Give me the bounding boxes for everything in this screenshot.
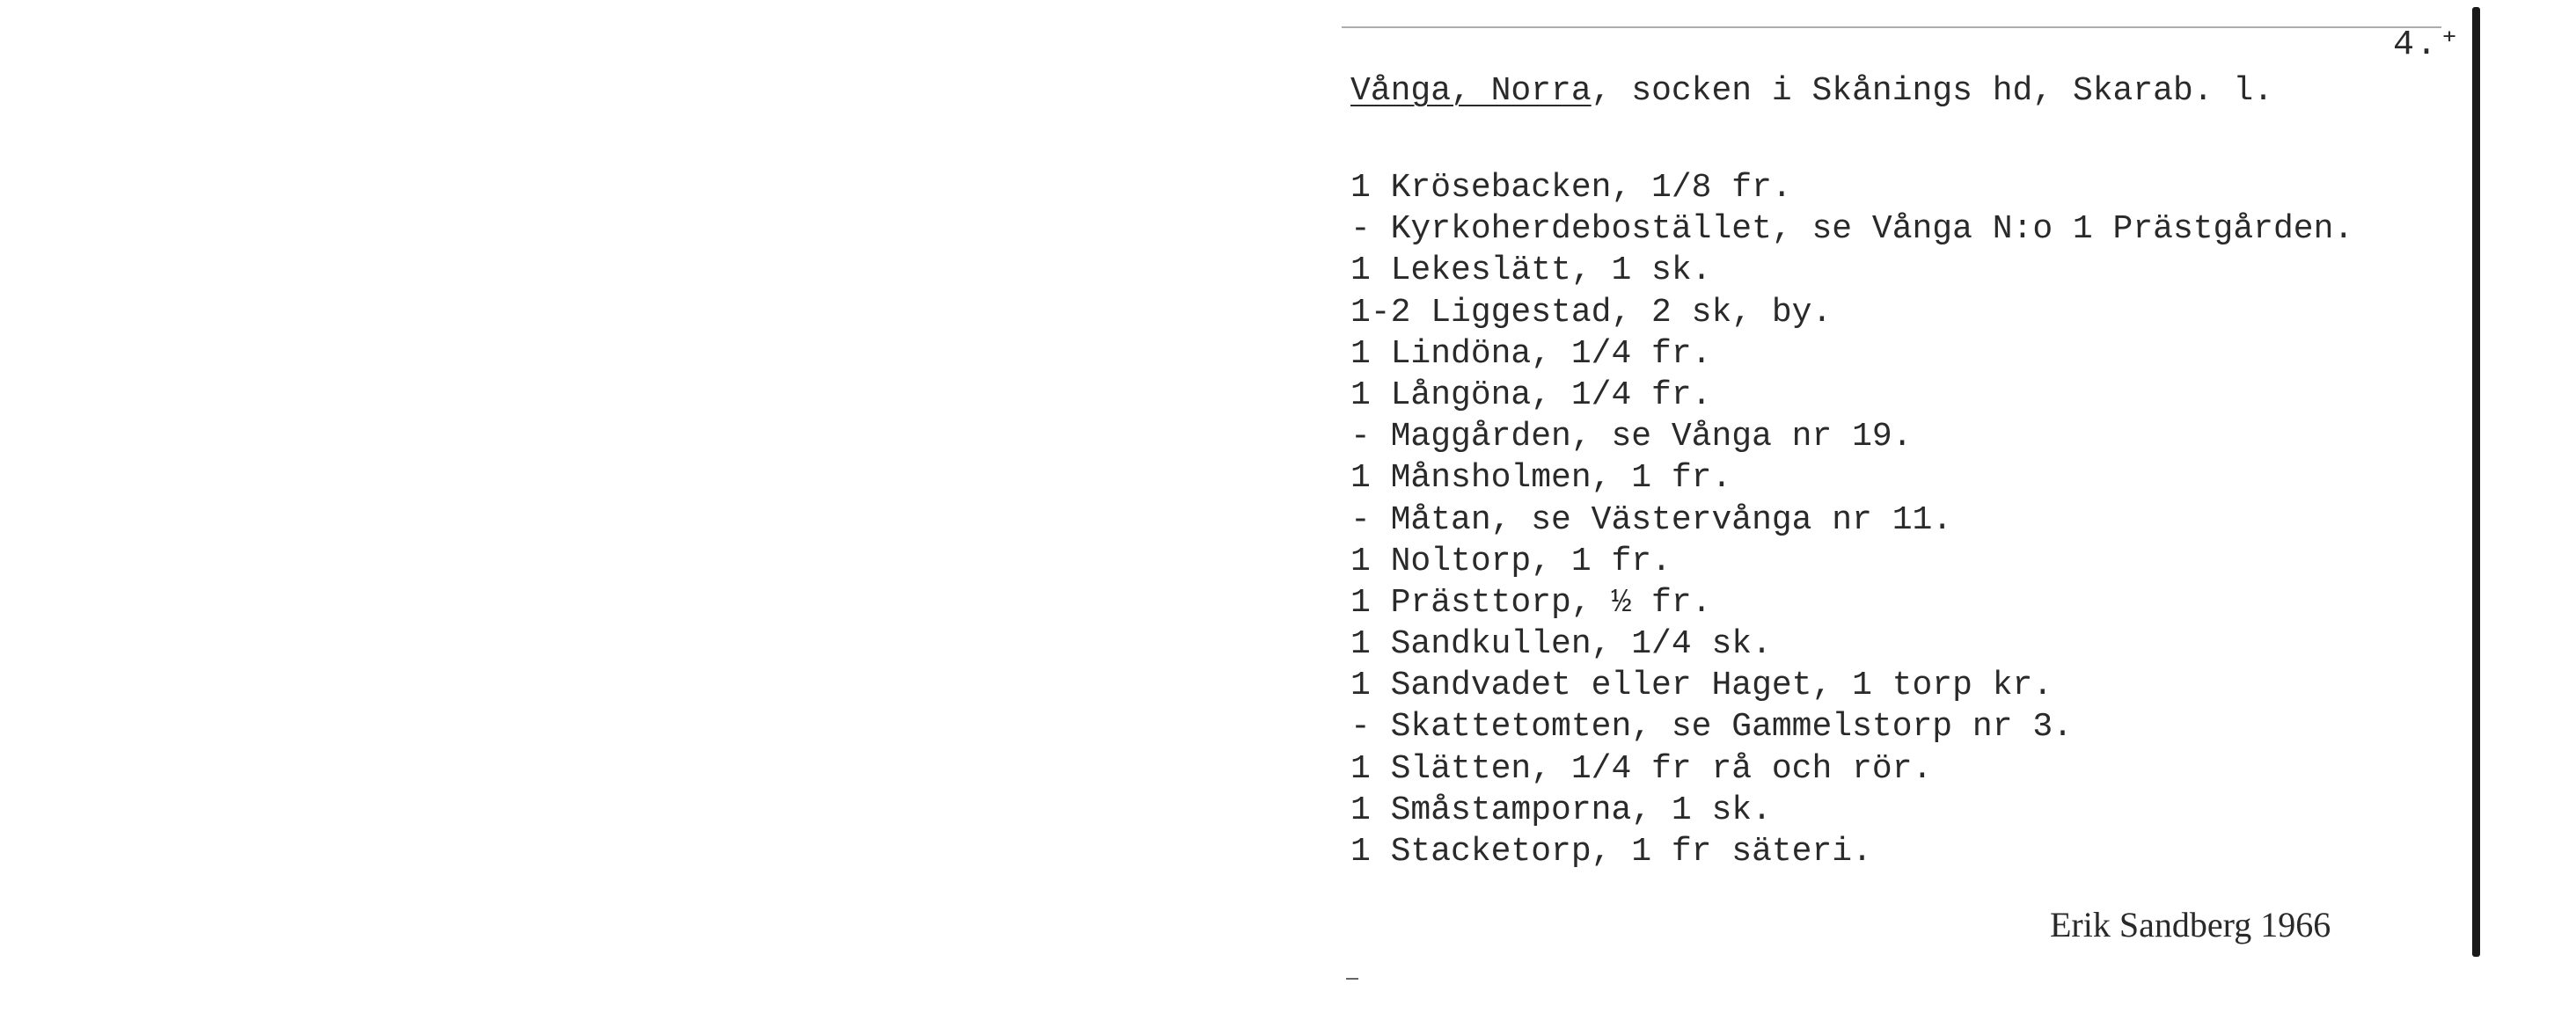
index-card xyxy=(1315,0,2494,976)
card-number: 4.⁺ xyxy=(2393,26,2463,65)
list-item: 1 Småstamporna, 1 sk. xyxy=(1350,791,1772,829)
list-item: - Skattetomten, se Gammelstorp nr 3. xyxy=(1350,708,2073,747)
list-item: 1 Krösebacken, 1/8 fr. xyxy=(1350,169,1792,207)
list-item: - Måtan, se Västervånga nr 11. xyxy=(1350,500,1953,539)
card-right-edge xyxy=(2472,7,2480,957)
parish-name: Vånga, Norra xyxy=(1350,72,1592,110)
card-heading xyxy=(1350,72,2273,110)
entry-list xyxy=(1350,167,2353,872)
bottom-mark xyxy=(1346,978,1358,980)
card-top-rule xyxy=(1342,26,2441,28)
list-item: 1 Stacketorp, 1 fr säteri. xyxy=(1350,833,1872,871)
list-item: 1 Sandkullen, 1/4 sk. xyxy=(1350,625,1772,664)
list-item: 1 Lekeslätt, 1 sk. xyxy=(1350,252,1712,290)
list-item: 1-2 Liggestad, 2 sk, by. xyxy=(1350,293,1833,332)
list-item: 1 Lindöna, 1/4 fr. xyxy=(1350,334,1712,373)
list-item: 1 Långöna, 1/4 fr. xyxy=(1350,375,1712,414)
list-item: 1 Sandvadet eller Haget, 1 torp kr. xyxy=(1350,667,2053,705)
list-item: - Kyrkoherdebostället, se Vånga N:o 1 Prästgården. xyxy=(1350,210,2354,249)
list-item: 1 Noltorp, 1 fr. xyxy=(1350,542,1672,580)
list-item: 1 Prästtorp, ½ fr. xyxy=(1350,583,1712,622)
author-signature: Erik Sandberg 1966 xyxy=(2050,905,2331,944)
list-item: 1 Slätten, 1/4 fr rå och rör. xyxy=(1350,749,1933,788)
list-item: - Maggården, se Vånga nr 19. xyxy=(1350,418,1913,456)
list-item: 1 Månsholmen, 1 fr. xyxy=(1350,459,1732,498)
parish-description: , socken i Skånings hd, Skarab. l. xyxy=(1591,72,2273,110)
